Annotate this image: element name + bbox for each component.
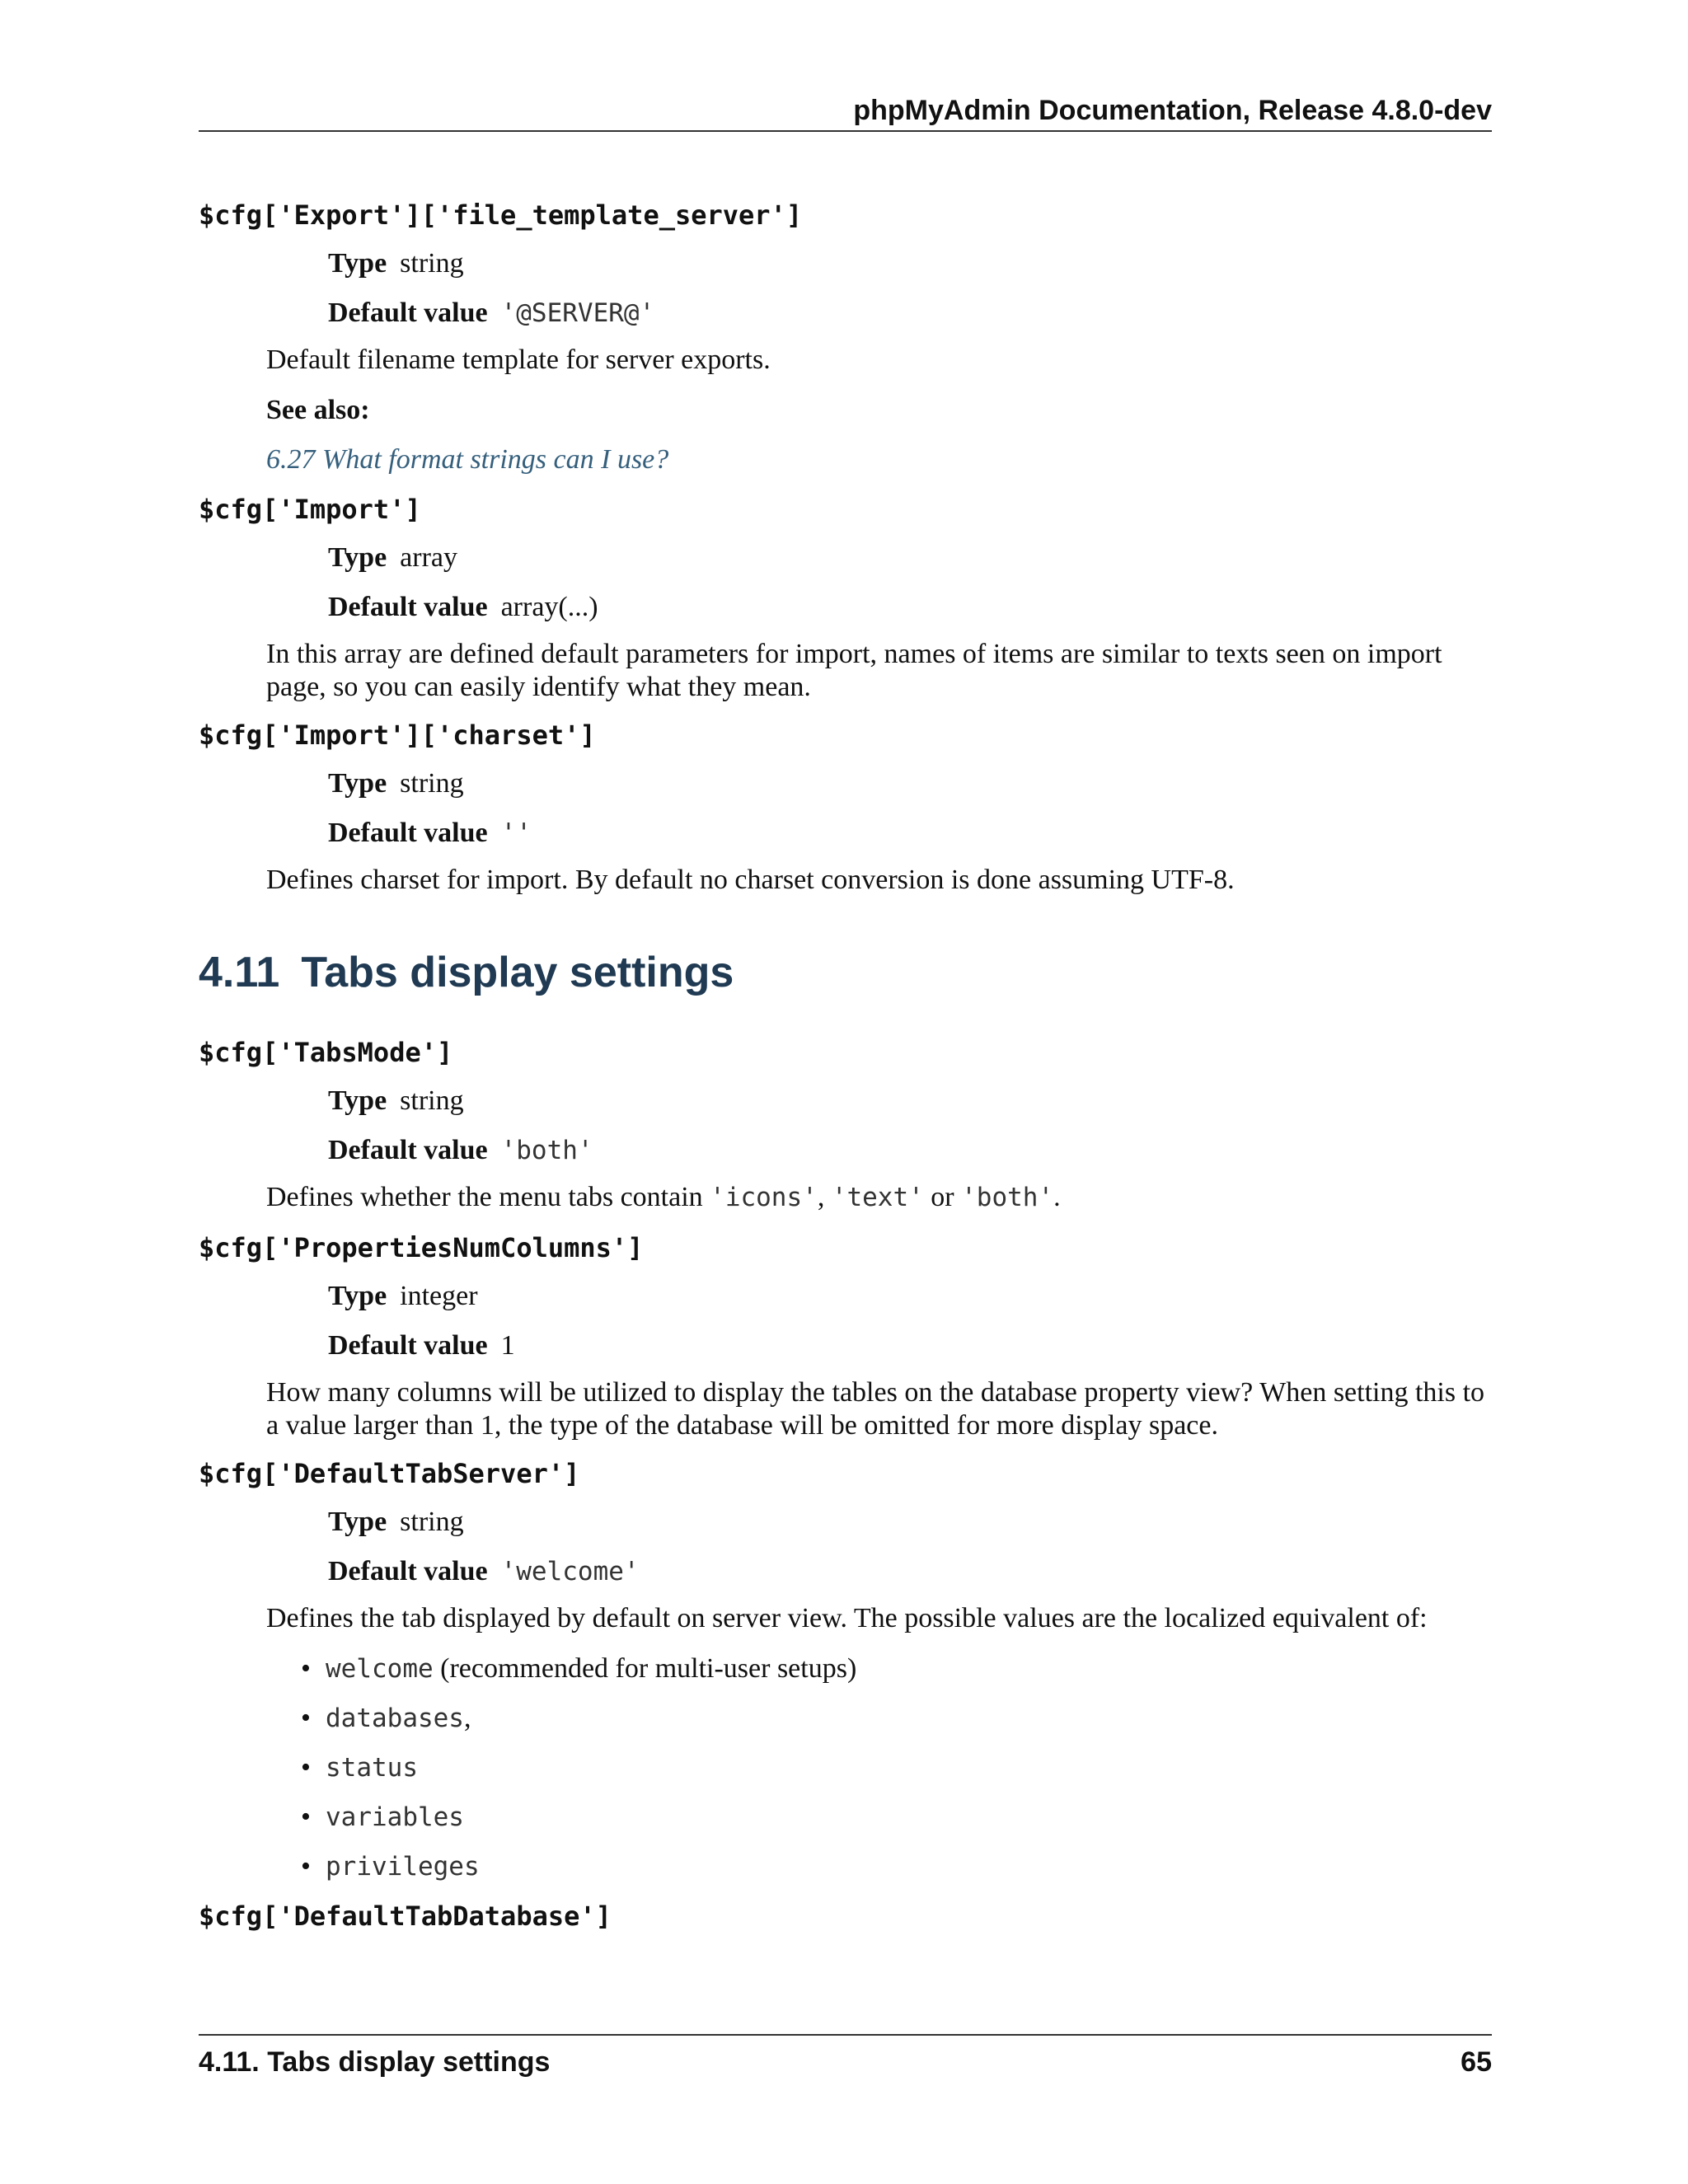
footer-rule: [199, 2034, 1492, 2036]
value-both: 'both': [961, 1183, 1054, 1212]
possible-values-list: [301, 1650, 1492, 1886]
value-code: privileges: [326, 1852, 480, 1882]
type-field: [328, 539, 1492, 577]
bullet-icon: •: [301, 1752, 311, 1783]
config-signature: $cfg['Export']['file_template_server']: [199, 199, 803, 231]
type-value: string: [400, 248, 464, 279]
bullet-icon: •: [301, 1851, 311, 1882]
default-value: 1: [500, 1330, 515, 1361]
type-value: string: [400, 1085, 464, 1116]
type-label: Type: [328, 768, 387, 799]
list-item: [301, 1798, 1492, 1836]
see-also-label: See also:: [266, 395, 370, 425]
default-label: Default value: [328, 592, 488, 622]
config-entry: [199, 1455, 1492, 1886]
bullet-icon: •: [301, 1703, 311, 1733]
value-code: welcome: [326, 1654, 434, 1684]
config-signature: $cfg['Import']['charset']: [199, 719, 596, 751]
section-number: 4.11: [199, 949, 280, 996]
list-item: [301, 1848, 1492, 1886]
description-text: .: [1053, 1182, 1061, 1212]
default-label: Default value: [328, 1556, 488, 1586]
footer-section-label: 4.11. Tabs display settings: [199, 2046, 551, 2078]
page-content: [199, 196, 1492, 1946]
value-code: databases: [326, 1704, 464, 1733]
type-label: Type: [328, 1281, 387, 1311]
config-entry: [199, 716, 1492, 897]
list-item: [301, 1749, 1492, 1787]
config-description: Defines the tab displayed by default on server view. The possible values are the localized equivalent of:: [266, 1603, 1428, 1633]
type-field: [328, 1082, 1492, 1120]
type-field: [328, 1503, 1492, 1541]
default-field: [328, 1327, 1492, 1365]
default-field: [328, 814, 1492, 852]
type-label: Type: [328, 248, 387, 279]
config-entry: [199, 196, 1492, 479]
type-value: integer: [400, 1281, 478, 1311]
type-label: Type: [328, 542, 387, 573]
type-label: Type: [328, 1507, 387, 1537]
see-also-link[interactable]: 6.27 What format strings can I use?: [266, 444, 669, 475]
default-value: 'both': [500, 1136, 593, 1165]
default-label: Default value: [328, 1330, 488, 1361]
default-field: [328, 1132, 1492, 1169]
config-entry: [199, 1229, 1492, 1442]
type-value: string: [400, 1507, 464, 1537]
config-entry: [199, 490, 1492, 704]
default-value: array(...): [500, 592, 598, 622]
type-field: [328, 1277, 1492, 1315]
bullet-icon: •: [301, 1653, 311, 1684]
default-label: Default value: [328, 298, 488, 328]
bullet-icon: •: [301, 1802, 311, 1832]
value-note: (recommended for multi-user setups): [433, 1653, 857, 1684]
default-label: Default value: [328, 1135, 488, 1165]
config-signature: $cfg['DefaultTabServer']: [199, 1458, 580, 1489]
default-value: 'welcome': [500, 1557, 640, 1586]
default-field: [328, 588, 1492, 626]
value-icons: 'icons': [710, 1183, 818, 1212]
config-signature: $cfg['Import']: [199, 494, 421, 525]
type-value: string: [400, 768, 464, 799]
default-field: [328, 294, 1492, 332]
header-rule: [199, 130, 1492, 132]
default-label: Default value: [328, 818, 488, 848]
config-signature: $cfg['DefaultTabDatabase']: [199, 1900, 612, 1932]
config-signature: $cfg['TabsMode']: [199, 1037, 453, 1068]
page-number: 65: [1461, 2046, 1492, 2078]
config-description: Default filename template for server exports.: [266, 344, 771, 375]
default-value: '': [500, 818, 532, 848]
config-entry: [199, 1897, 1492, 1935]
description-text: or: [923, 1182, 962, 1212]
value-code: status: [326, 1753, 418, 1783]
list-item: [301, 1699, 1492, 1737]
config-entry: [199, 1033, 1492, 1214]
type-field: [328, 245, 1492, 283]
running-header: phpMyAdmin Documentation, Release 4.8.0-dev: [853, 95, 1492, 126]
default-field: [328, 1553, 1492, 1591]
description-text: ,: [817, 1182, 832, 1212]
type-value: array: [400, 542, 457, 573]
config-description: [266, 1181, 1492, 1214]
section-title-text: Tabs display settings: [301, 949, 734, 996]
value-code: variables: [326, 1802, 464, 1832]
type-label: Type: [328, 1085, 387, 1116]
default-value: '@SERVER@': [500, 298, 655, 328]
config-description: In this array are defined default parameters for import, names of items are similar to texts seen on import page, so you can easily identify what they mean.: [266, 639, 1442, 702]
type-field: [328, 765, 1492, 803]
list-item: [301, 1650, 1492, 1688]
config-description: How many columns will be utilized to display the tables on the database property view? When setting this to a value larger than 1, the type of the database will be omitted for more display space.: [266, 1377, 1485, 1441]
config-description: Defines charset for import. By default no charset conversion is done assuming UTF-8.: [266, 865, 1235, 895]
value-note: ,: [463, 1703, 471, 1733]
description-text: Defines whether the menu tabs contain: [266, 1182, 710, 1212]
section-heading: [199, 946, 1492, 999]
value-text: 'text': [831, 1183, 924, 1212]
config-signature: $cfg['PropertiesNumColumns']: [199, 1232, 644, 1263]
